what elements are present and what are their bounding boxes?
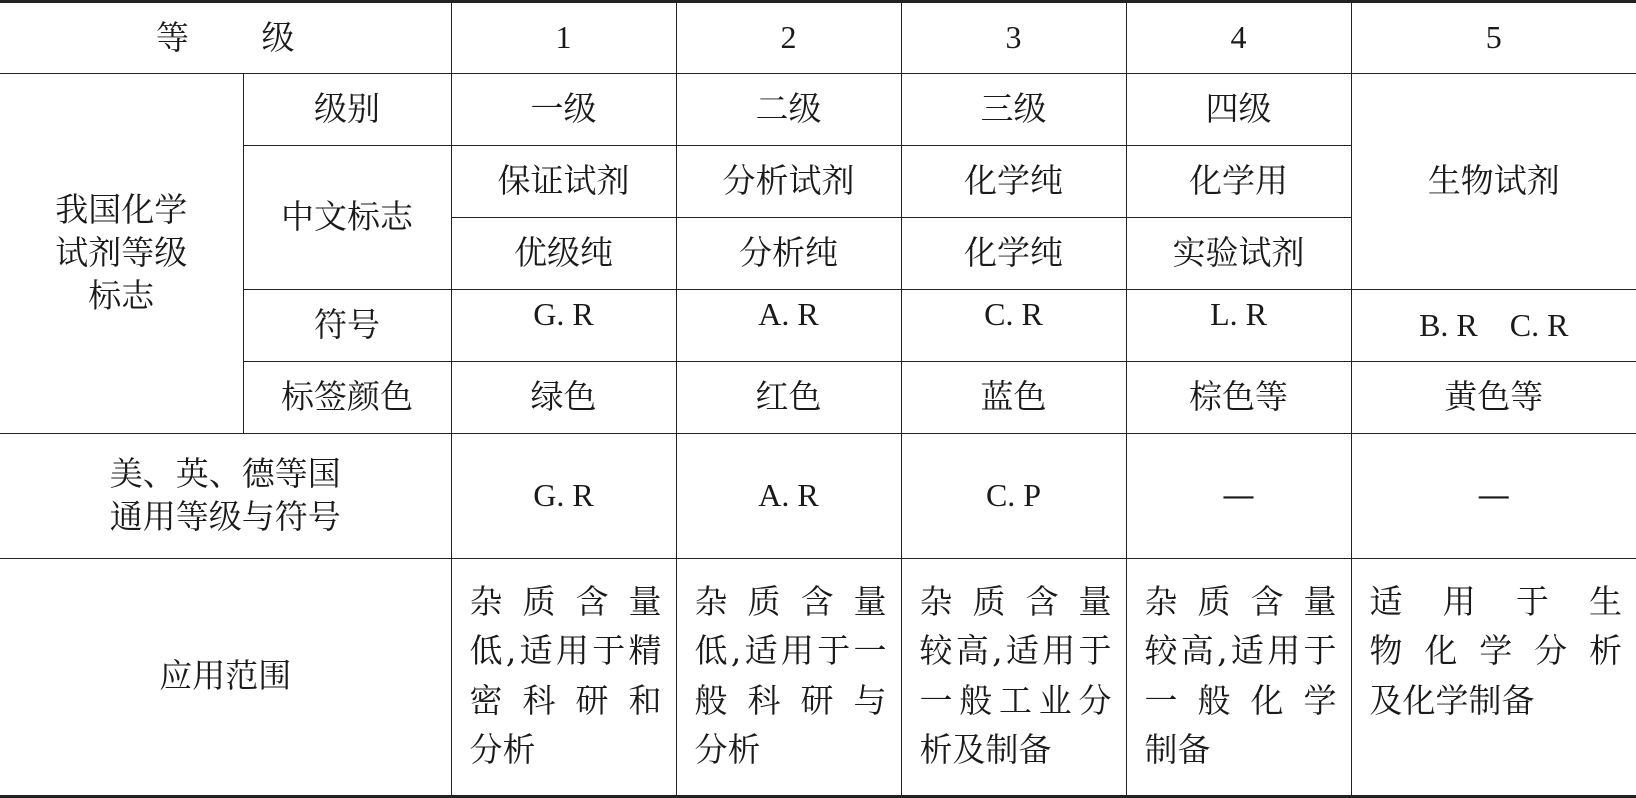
app-3-line-2: 较高,适用于 — [919, 631, 1112, 671]
symbol-1: G. R — [451, 289, 676, 361]
label-color-5: 黄色等 — [1351, 362, 1636, 433]
app-1-line-3: 密科研和 — [469, 680, 662, 720]
app-5-line-3: 及化学制备 — [1369, 680, 1535, 720]
chinese-mark-4b: 实验试剂 — [1126, 218, 1351, 289]
grade-4-header: 4 — [1126, 2, 1351, 74]
chinese-mark-3a: 化学纯 — [901, 145, 1126, 217]
symbol-5: B. R C. R — [1351, 289, 1636, 361]
label-color-label: 标签颜色 — [243, 362, 451, 433]
app-5-line-2: 物化学分析 — [1369, 631, 1623, 671]
china-group-line-3: 标志 — [88, 275, 155, 315]
label-color-2: 红色 — [676, 362, 901, 433]
chinese-mark-4a: 化学用 — [1126, 145, 1351, 217]
label-color-row — [0, 362, 1636, 433]
foreign-label-line-2: 通用等级与符号 — [109, 496, 341, 536]
app-2-line-2: 低,适用于一 — [694, 631, 887, 671]
foreign-value-1: G. R — [451, 433, 676, 558]
app-4-line-2: 较高,适用于 — [1144, 631, 1337, 671]
foreign-label-line-1: 美、英、德等国 — [109, 453, 341, 493]
symbol-4: L. R — [1126, 289, 1351, 361]
grade-2-header: 2 — [676, 2, 901, 74]
china-group-line-2: 试剂等级 — [55, 233, 188, 273]
app-4-line-3: 一般化学 — [1144, 680, 1337, 720]
foreign-label — [0, 433, 451, 558]
level-cell-2: 二级 — [676, 74, 901, 145]
chinese-mark-label: 中文标志 — [243, 145, 451, 289]
application-row — [0, 558, 1636, 796]
app-4-line-1: 杂质含量 — [1144, 581, 1337, 621]
app-3-line-1: 杂质含量 — [919, 581, 1112, 621]
header-row — [0, 2, 1636, 74]
application-cell-4 — [1126, 558, 1351, 796]
application-cell-5 — [1351, 558, 1636, 796]
chinese-mark-1a: 保证试剂 — [451, 145, 676, 217]
label-color-4: 棕色等 — [1126, 362, 1351, 433]
symbol-label: 符号 — [243, 289, 451, 361]
foreign-value-3: C. P — [901, 433, 1126, 558]
china-group-line-1: 我国化学 — [55, 190, 188, 230]
foreign-value-2: A. R — [676, 433, 901, 558]
app-3-line-3: 一般工业分 — [919, 680, 1112, 720]
app-1-line-1: 杂质含量 — [469, 581, 662, 621]
label-color-1: 绿色 — [451, 362, 676, 433]
symbol-2: A. R — [676, 289, 901, 361]
app-4-line-4: 制备 — [1144, 730, 1211, 770]
grade-3-header: 3 — [901, 2, 1126, 74]
foreign-value-5: — — [1351, 433, 1636, 558]
app-1-line-4: 分析 — [469, 730, 536, 770]
app-2-line-1: 杂质含量 — [694, 581, 887, 621]
grade-5-header: 5 — [1351, 2, 1636, 74]
level-cell-1: 一级 — [451, 74, 676, 145]
grade-1-header: 1 — [451, 2, 676, 74]
chinese-mark-3b: 化学纯 — [901, 218, 1126, 289]
foreign-value-4: — — [1126, 433, 1351, 558]
app-2-line-4: 分析 — [694, 730, 761, 770]
chinese-mark-2a: 分析试剂 — [676, 145, 901, 217]
symbol-3: C. R — [901, 289, 1126, 361]
level-cell-4: 四级 — [1126, 74, 1351, 145]
app-5-line-1: 适用于生 — [1369, 581, 1623, 621]
china-group-label — [0, 74, 243, 433]
application-cell-3 — [901, 558, 1126, 796]
application-cell-2 — [676, 558, 901, 796]
level-row — [0, 74, 1636, 145]
app-3-line-4: 析及制备 — [919, 730, 1052, 770]
symbol-row — [0, 289, 1636, 361]
app-2-line-3: 般科研与 — [694, 680, 887, 720]
level-cell-3: 三级 — [901, 74, 1126, 145]
bio-reagent-cell: 生物试剂 — [1351, 74, 1636, 289]
chinese-mark-2b: 分析纯 — [676, 218, 901, 289]
foreign-row — [0, 433, 1636, 558]
application-label: 应用范围 — [0, 558, 451, 796]
application-cell-1 — [451, 558, 676, 796]
label-color-3: 蓝色 — [901, 362, 1126, 433]
level-label: 级别 — [243, 74, 451, 145]
chinese-mark-1b: 优级纯 — [451, 218, 676, 289]
app-1-line-2: 低,适用于精 — [469, 631, 662, 671]
grade-header-label: 等级 — [0, 2, 451, 74]
